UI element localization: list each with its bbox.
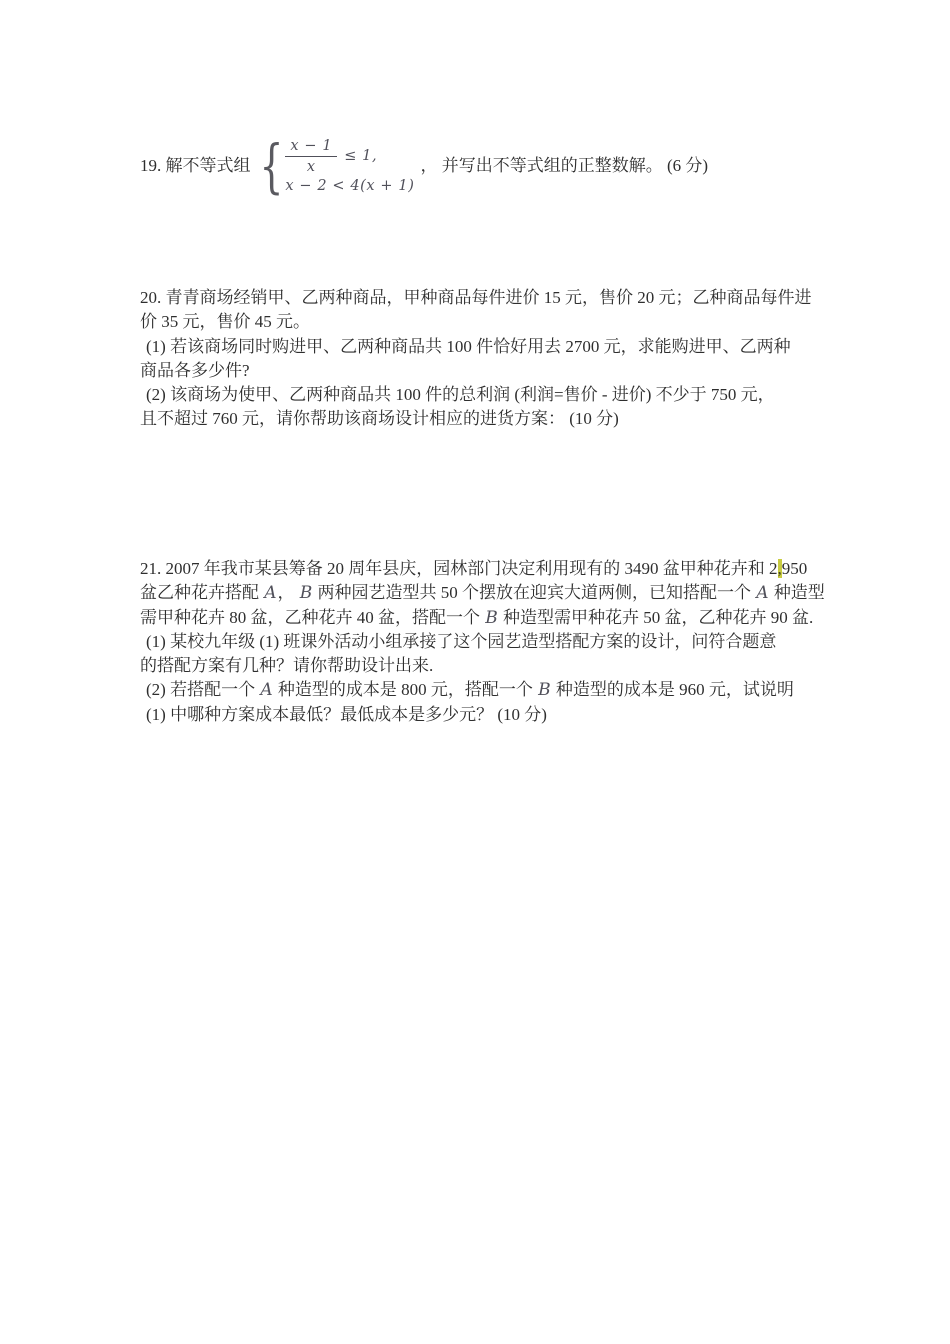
text-line xyxy=(140,335,812,359)
text-line xyxy=(140,310,812,334)
text-segment: 种造型的成本是 960 元，试说明 xyxy=(551,680,794,700)
problem-19-prefix: 19. 解不等式组 xyxy=(140,155,251,175)
text-segment: ， xyxy=(277,583,299,603)
math-variable: A xyxy=(260,680,273,701)
text-segment: 两种园艺造型共 50 个摆放在迎宾大道两侧，已知搭配一个 xyxy=(313,583,756,603)
text-segment: 的搭配方案有几种？请你帮助设计出来. xyxy=(140,656,434,676)
math-variable: B xyxy=(485,607,498,628)
math-variable: B xyxy=(299,583,313,604)
highlight-mark: , xyxy=(777,559,782,578)
fraction-numerator: x − 1 xyxy=(285,137,337,157)
problem-20-lines xyxy=(140,286,812,432)
text-segment: (2) 该商场为使甲、乙两种商品共 100 件的总利润 (利润=售价 - 进价) 不少于 750 元， xyxy=(146,385,775,405)
text-segment: 种造型 xyxy=(769,583,825,603)
text-line xyxy=(140,581,825,605)
text-line xyxy=(140,703,825,727)
text-line xyxy=(140,557,825,581)
text-line xyxy=(140,606,825,630)
text-segment: 21. 2007 年我市某县筹备 20 周年县庆，园林部门决定利用现有的 3490 盆甲种花卉和 2 xyxy=(140,559,778,578)
fraction-denominator: x xyxy=(306,158,316,175)
text-segment: 需甲种花卉 80 盆，乙种花卉 40 盆，搭配一个 xyxy=(140,607,485,627)
text-segment: (1) 某校九年级 (1) 班课外活动小组承接了这个园艺造型搭配方案的设计，问符合题意 xyxy=(146,631,777,651)
text-segment: 且不超过 760 元，请你帮助该商场设计相应的进货方案： (10 分) xyxy=(140,409,619,429)
system-row-2: x − 2 < 4(x + 1) xyxy=(285,178,415,195)
text-line xyxy=(140,678,825,702)
math-variable: A xyxy=(756,583,769,604)
text-segment: 商品各多少件? xyxy=(140,360,250,380)
text-segment: 种造型需甲种花卉 50 盆，乙种花卉 90 盆. xyxy=(498,607,814,627)
text-segment: (1) 若该商场同时购进甲、乙两种商品共 100 件恰好用去 2700 元，求能购进甲、乙两种 xyxy=(146,336,791,356)
relation-term: ≤ 1, xyxy=(344,148,378,165)
problem-19-suffix: ， 并写出不等式组的正整数解。 (6 分) xyxy=(420,155,709,175)
inequality-system xyxy=(253,132,415,200)
system-rows xyxy=(285,137,414,195)
text-segment: 950 xyxy=(781,559,808,578)
text-segment: 种造型的成本是 800 元，搭配一个 xyxy=(273,680,538,700)
text-segment: (1) 中哪种方案成本最低？最低成本是多少元？ (10 分) xyxy=(146,704,547,724)
system-row-1 xyxy=(285,137,414,176)
text-line xyxy=(140,407,812,431)
fraction xyxy=(285,137,337,176)
text-line xyxy=(140,286,812,310)
text-line xyxy=(140,359,812,383)
text-segment: 价 35 元，售价 45 元。 xyxy=(140,312,310,332)
text-segment: 盆乙种花卉搭配 xyxy=(140,583,264,603)
text-segment: 20. 青青商场经销甲、乙两种商品，甲种商品每件进价 15 元，售价 20 元；乙种商品每件进 xyxy=(140,288,812,307)
problem-19 xyxy=(140,134,708,198)
problem-20 xyxy=(140,286,812,432)
math-variable: A xyxy=(264,583,277,604)
system-brace: { xyxy=(258,132,283,200)
text-line xyxy=(140,630,825,654)
text-line xyxy=(140,383,812,407)
text-line xyxy=(140,654,825,678)
problem-21-lines xyxy=(140,557,825,727)
text-segment: (2) 若搭配一个 xyxy=(146,680,260,700)
math-variable: B xyxy=(538,680,551,701)
problem-21 xyxy=(140,557,825,727)
